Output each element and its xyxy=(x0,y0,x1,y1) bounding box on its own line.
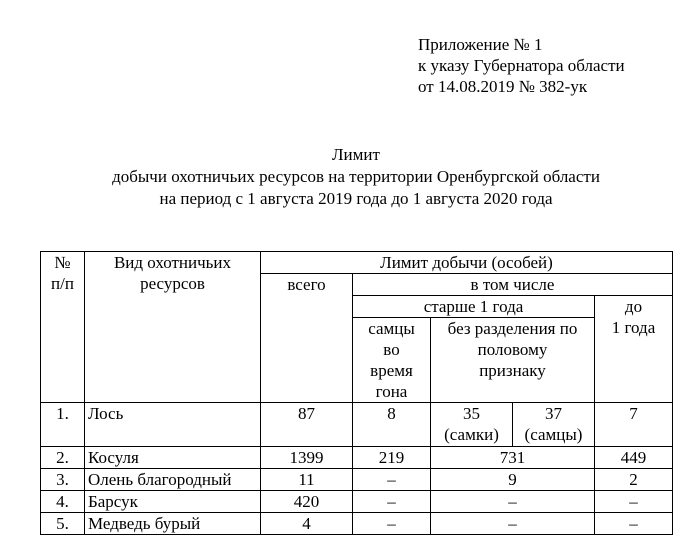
header-males-line-1: самцы xyxy=(368,319,415,338)
row-species: Косуля xyxy=(85,447,261,469)
row-males-nosex-label: (самцы) xyxy=(524,425,583,444)
header-species-line-1: Вид охотничьих xyxy=(113,253,232,272)
row-species: Лось xyxy=(85,403,261,447)
title-line-1: Лимит xyxy=(332,145,380,164)
row-total: 4 xyxy=(261,513,353,535)
table-row xyxy=(41,513,673,535)
row-total: 11 xyxy=(261,469,353,491)
header-number xyxy=(41,252,85,403)
row-under-1-year: 7 xyxy=(595,403,673,447)
row-females-value: 35 xyxy=(463,404,480,423)
header-older-than-1-year: старше 1 года xyxy=(353,296,595,318)
header-males-rut xyxy=(353,318,431,403)
appendix-line-3: от 14.08.2019 № 382-ук xyxy=(418,77,588,96)
header-under-line-1: до xyxy=(624,297,643,316)
row-number: 3. xyxy=(41,469,85,491)
row-males-rut: – xyxy=(353,513,431,535)
title-line-2: добычи охотничьих ресурсов на территории Оренбургской области xyxy=(112,167,600,186)
row-no-sex-division: 731 xyxy=(431,447,595,469)
row-total: 87 xyxy=(261,403,353,447)
row-number: 1. xyxy=(41,403,85,447)
row-females xyxy=(431,403,513,447)
header-males-line-2: во xyxy=(383,340,400,359)
row-number: 4. xyxy=(41,491,85,513)
limit-table xyxy=(40,251,673,535)
row-under-1-year: 449 xyxy=(595,447,673,469)
row-males-rut: 219 xyxy=(353,447,431,469)
row-males-rut: 8 xyxy=(353,403,431,447)
row-under-1-year: – xyxy=(595,513,673,535)
appendix-header xyxy=(418,34,625,97)
title-line-3: на период с 1 августа 2019 года до 1 августа 2020 года xyxy=(159,189,553,208)
header-species-line-2: ресурсов xyxy=(140,274,205,293)
row-males-nosex xyxy=(513,403,595,447)
row-no-sex-division: – xyxy=(431,513,595,535)
table-row xyxy=(41,447,673,469)
table-row xyxy=(41,403,673,447)
header-number-line-2: п/п xyxy=(51,274,74,293)
header-including: в том числе xyxy=(353,274,673,296)
row-under-1-year: 2 xyxy=(595,469,673,491)
row-total: 1399 xyxy=(261,447,353,469)
row-males-rut: – xyxy=(353,469,431,491)
header-number-line-1: № xyxy=(54,253,71,272)
header-under-1-year xyxy=(595,296,673,403)
row-total: 420 xyxy=(261,491,353,513)
row-number: 5. xyxy=(41,513,85,535)
row-under-1-year: – xyxy=(595,491,673,513)
appendix-line-1: Приложение № 1 xyxy=(418,35,543,54)
row-number: 2. xyxy=(41,447,85,469)
row-species: Медведь бурый xyxy=(85,513,261,535)
row-species: Олень благородный xyxy=(85,469,261,491)
row-females-label: (самки) xyxy=(444,425,499,444)
header-males-line-3: время xyxy=(370,361,413,380)
row-species: Барсук xyxy=(85,491,261,513)
header-males-line-4: гона xyxy=(375,382,408,401)
header-nosex-line-1: без разделения по xyxy=(447,319,578,338)
table-row xyxy=(41,469,673,491)
header-nosex-line-3: признаку xyxy=(479,361,546,380)
table-row xyxy=(41,491,673,513)
header-total: всего xyxy=(261,274,353,403)
appendix-line-2: к указу Губернатора области xyxy=(418,56,625,75)
header-no-sex-division xyxy=(431,318,595,403)
header-nosex-line-2: половому xyxy=(477,340,548,359)
header-species xyxy=(85,252,261,403)
row-males-nosex-value: 37 xyxy=(545,404,562,423)
row-males-rut: – xyxy=(353,491,431,513)
row-no-sex-division: – xyxy=(431,491,595,513)
header-limit: Лимит добычи (особей) xyxy=(261,252,673,274)
row-no-sex-division: 9 xyxy=(431,469,595,491)
document-title xyxy=(0,144,696,210)
header-under-line-2: 1 года xyxy=(611,318,656,337)
